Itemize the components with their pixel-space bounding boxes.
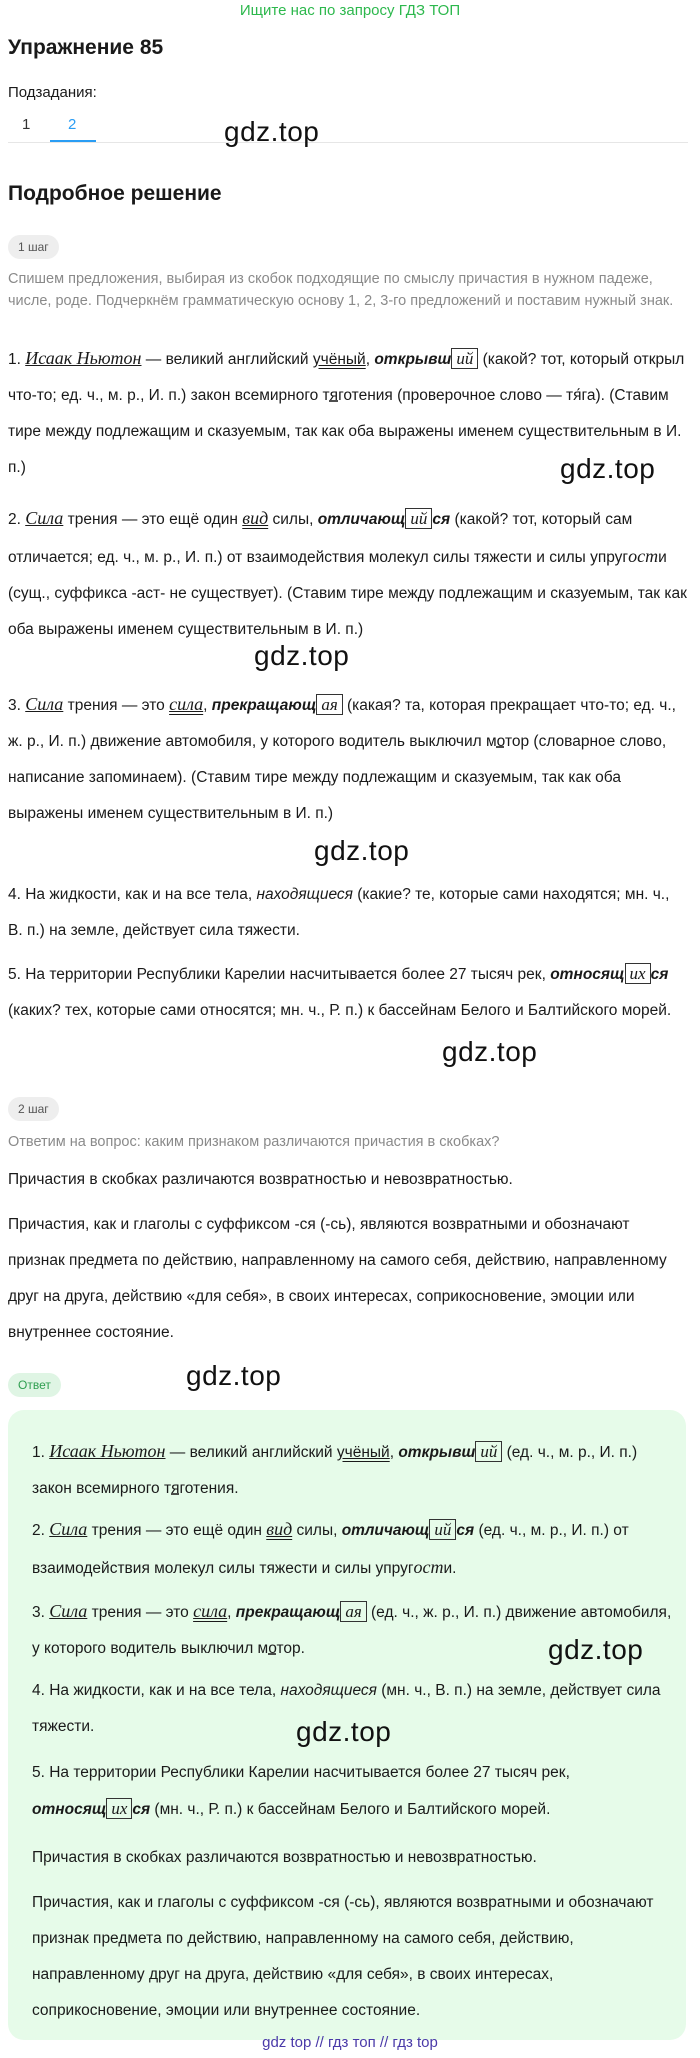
watermark: gdz.top — [548, 1634, 644, 1665]
ending-box: ая — [316, 694, 342, 715]
participle-stem: открывш — [374, 351, 452, 368]
ending-box: ий — [451, 348, 478, 369]
participle: находящиеся — [256, 886, 353, 903]
subject: Исаак Ньютон — [25, 348, 142, 368]
suffix-mark: ост — [628, 546, 659, 566]
answer-sentence-3: 3. Сила трения — это сила, прекращающ ая (ед. ч., ж. р., И. п.) движение автомобиля, у которого водитель выключил мотор. — [32, 1601, 672, 1657]
tab-subtask-1[interactable]: 1 — [22, 116, 31, 133]
sentence-5: 5. На территории Республики Карелии насчитывается более 27 тысяч рек, относящ их ся (каких? тех, которые сами относятся; мн. ч., Р. п.) к бассейнам Белого и Балтийского морей. — [8, 964, 672, 1019]
sentence-4: 4. На жидкости, как и на все тела, находящиеся (какие? те, которые сами находятся; мн. ч., В. п.) на земле, действует сила тяжести. — [8, 886, 670, 939]
search-banner[interactable]: Ищите нас по запросу ГДЗ ТОП — [239, 2, 461, 19]
highlight-vowel: я — [329, 387, 339, 404]
watermark: gdz.top — [560, 453, 656, 484]
watermark: gdz.top — [224, 116, 320, 147]
answer-sentence-1: 1. Исаак Ньютон — великий английский учёный, открывш ий (ед. ч., м. р., И. п.) закон всемирного тяготения. — [32, 1441, 638, 1497]
step-1-intro: Спишем предложения, выбирая из скобок подходящие по смыслу причастия в нужном падеже, числе, роде. Подчеркнём грамматическую основу 1, 2, 3-го предложений и поставим нужный знак. — [8, 271, 674, 309]
watermark: gdz.top — [186, 1360, 282, 1391]
participle-suffix: ся — [432, 511, 451, 528]
highlight-vowel: о — [496, 733, 505, 750]
step-badge-1: 1 шаг — [8, 235, 59, 259]
sentence-1: 1. Исаак Ньютон — великий английский учёный, открывш ий (какой? тот, который открыл что-то; ед. ч., м. р., И. п.) закон всемирного тяготения (проверочное слово — тя́га). (Ставим тире между подлежащим и сказуемым, так как оба выражены именем существительным в И. п.) — [8, 348, 685, 476]
subject: Сила — [25, 694, 64, 714]
answer-sentence-4: 4. На жидкости, как и на все тела, находящиеся (мн. ч., В. п.) на земле, действует сила тяжести. — [32, 1682, 661, 1735]
participle-suffix: ся — [650, 966, 669, 983]
predicate: сила — [169, 694, 204, 714]
answer-sentence-5: 5. На территории Республики Карелии насчитывается более 27 тысяч рек, относящ их ся (мн. ч., Р. п.) к бассейнам Белого и Балтийского морей. — [32, 1764, 570, 1818]
step-2-intro: Ответим на вопрос: каким признаком различаются причастия в скобках? — [8, 1134, 500, 1150]
watermark: gdz.top — [254, 640, 350, 671]
watermark: gdz.top — [442, 1036, 538, 1067]
answer-paragraph-1: Причастия в скобках различаются возвратностью и невозвратностью. — [32, 1849, 537, 1866]
page-title: Упражнение 85 — [8, 36, 164, 59]
subtasks-label: Подзадания: — [8, 84, 97, 101]
solution-heading: Подробное решение — [8, 182, 222, 205]
watermark: gdz.top — [296, 1716, 392, 1747]
step-2-paragraph-2: Причастия, как и глаголы с суффиксом -ся (-сь), являются возвратными и обозначают признак предмета по действию, направленному на самого себя, действию, направленному друг на друга, действию «для себя», в своих интересах, соприкосновение, эмоции или внутреннее состояние. — [8, 1216, 667, 1341]
tabs-divider — [8, 142, 688, 143]
predicate: вид — [242, 508, 269, 528]
step-badge-2: 2 шаг — [8, 1097, 59, 1121]
sentence-3: 3. Сила трения — это сила, прекращающ ая (какая? та, которая прекращает что-то; ед. ч., ж. р., И. п.) движение автомобиля, у которого водитель выключил мотор (словарное слово, написание запоминаем). (Ставим тире между подлежащим и сказуемым, так как оба выражены именем существительным в И. п.) — [8, 694, 676, 822]
ending-box: ий — [405, 508, 432, 529]
watermark: gdz.top — [314, 835, 410, 866]
participle-stem: прекращающ — [211, 697, 317, 714]
ending-box: их — [625, 963, 651, 984]
tab-subtask-2[interactable]: 2 — [68, 116, 77, 133]
step-2-paragraph-1: Причастия в скобках различаются возвратностью и невозвратностью. — [8, 1171, 513, 1188]
participle-stem: относящ — [550, 966, 625, 983]
participle-stem: отличающ — [317, 511, 406, 528]
subject: Сила — [25, 508, 64, 528]
answer-paragraph-2: Причастия, как и глаголы с суффиксом -ся (-сь), являются возвратными и обозначают признак предмета по действию, направленному на самого себя, действию, направленному друг на друга, действию «для себя», в своих интересах, соприкосновение, эмоции или внутреннее состояние. — [32, 1894, 654, 2019]
answer-badge: Ответ — [8, 1373, 61, 1397]
answer-sentence-2: 2. Сила трения — это ещё один вид силы, отличающ ий ся (ед. ч., м. р., И. п.) от взаимодействия молекул силы тяжести и силы упругости. — [32, 1519, 629, 1577]
predicate: учёный — [312, 351, 366, 368]
sentence-2: 2. Сила трения — это ещё один вид силы, отличающ ий ся (какой? тот, который сам отличается; ед. ч., м. р., И. п.) от взаимодействия молекул силы тяжести и силы упругости (сущ., суффикса -аст- не существует). (Ставим тире между подлежащим и сказуемым, так как оба выражены именем существительным в И. п.) — [8, 508, 687, 638]
footer-links[interactable]: gdz top // гдз топ // гдз top — [262, 2034, 438, 2051]
